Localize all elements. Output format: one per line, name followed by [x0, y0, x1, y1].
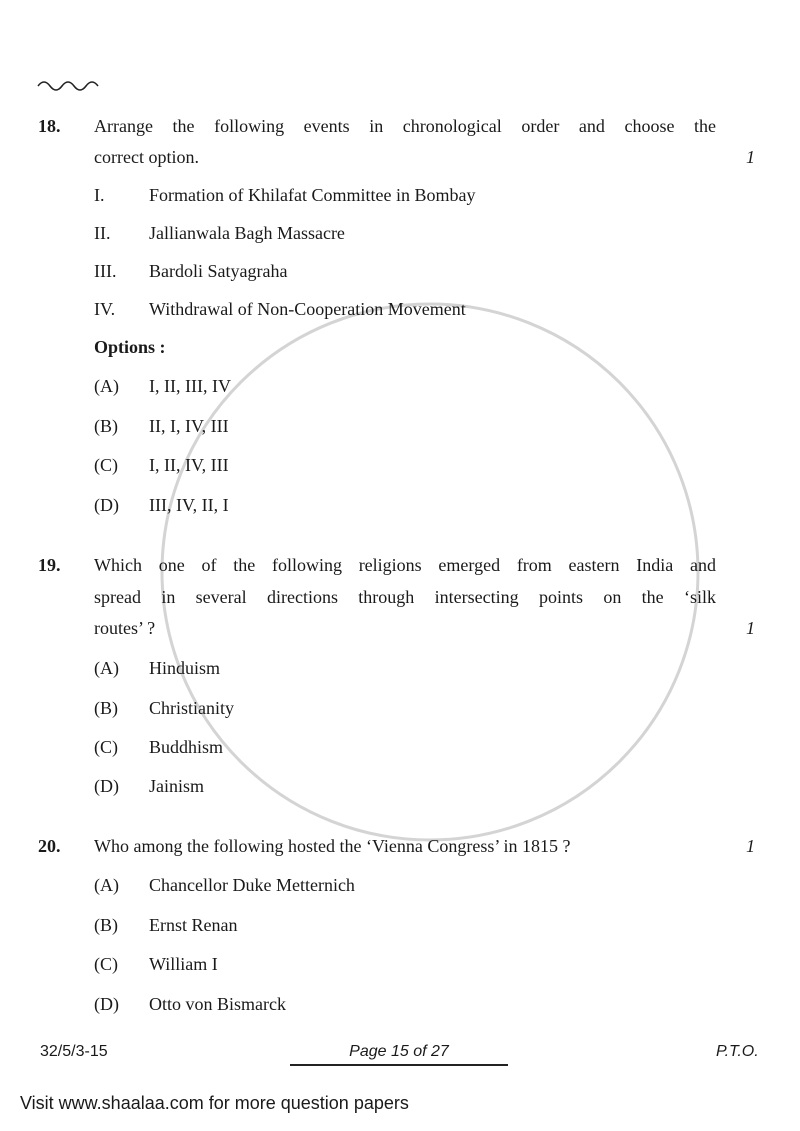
item-text: Withdrawal of Non-Cooperation Movement: [149, 299, 466, 319]
item-text: Bardoli Satyagraha: [149, 261, 288, 281]
option-label: (C): [94, 737, 118, 757]
item-label: III.: [94, 261, 117, 281]
paper-code: 32/5/3-15: [40, 1043, 108, 1060]
item-label: II.: [94, 223, 111, 243]
option-text: Christianity: [149, 698, 234, 718]
item-text: Jallianwala Bagh Massacre: [149, 223, 345, 243]
question-number: 20.: [38, 836, 61, 856]
question-number: 19.: [38, 555, 61, 575]
page-number: Page 15 of 27: [290, 1043, 508, 1066]
question-marks: 1: [746, 836, 755, 856]
option-text: Hinduism: [149, 658, 221, 678]
option-label: (C): [94, 455, 118, 475]
option-label: (B): [94, 915, 118, 935]
option-label: (A): [94, 875, 119, 895]
question-marks: 1: [746, 618, 755, 638]
option-text: Ernst Renan: [149, 915, 238, 935]
option-label: (B): [94, 698, 118, 718]
item-text: Formation of Khilafat Committee in Bombay: [149, 185, 476, 205]
question-text: Who among the following hosted the ‘Vienna Congress’ in 1815 ?: [94, 836, 571, 856]
option-text: Buddhism: [149, 737, 224, 757]
question-text: correct option.: [94, 147, 199, 167]
option-label: (A): [94, 658, 119, 678]
question-number: 18.: [38, 116, 61, 136]
option-text: II, I, IV, III: [149, 416, 229, 436]
option-text: I, II, IV, III: [149, 455, 229, 475]
option-label: (D): [94, 776, 119, 796]
question-text: Arrange the following events in chronological order and choose the: [94, 116, 716, 136]
options-heading: Options :: [94, 337, 166, 357]
question-text: spread in several directions through intersecting points on the ‘silk: [94, 587, 716, 607]
option-label: (B): [94, 416, 118, 436]
option-text: William I: [149, 954, 218, 974]
option-text: III, IV, II, I: [149, 495, 229, 515]
section-squiggle-icon: [38, 82, 98, 90]
question-marks: 1: [746, 147, 755, 167]
option-label: (A): [94, 376, 119, 396]
option-label: (C): [94, 954, 118, 974]
option-text: Chancellor Duke Metternich: [149, 875, 355, 895]
option-text: I, II, III, IV: [149, 376, 231, 396]
question-text: Which one of the following religions emerged from eastern India and: [94, 555, 716, 575]
item-label: IV.: [94, 299, 116, 319]
option-text: Jainism: [149, 776, 205, 796]
pto-label: P.T.O.: [716, 1043, 759, 1060]
option-label: (D): [94, 994, 119, 1014]
option-text: Otto von Bismarck: [149, 994, 286, 1014]
option-label: (D): [94, 495, 119, 515]
visit-link-text[interactable]: Visit www.shaalaa.com for more question papers: [20, 1093, 409, 1113]
item-label: I.: [94, 185, 105, 205]
question-text: routes’ ?: [94, 618, 156, 638]
